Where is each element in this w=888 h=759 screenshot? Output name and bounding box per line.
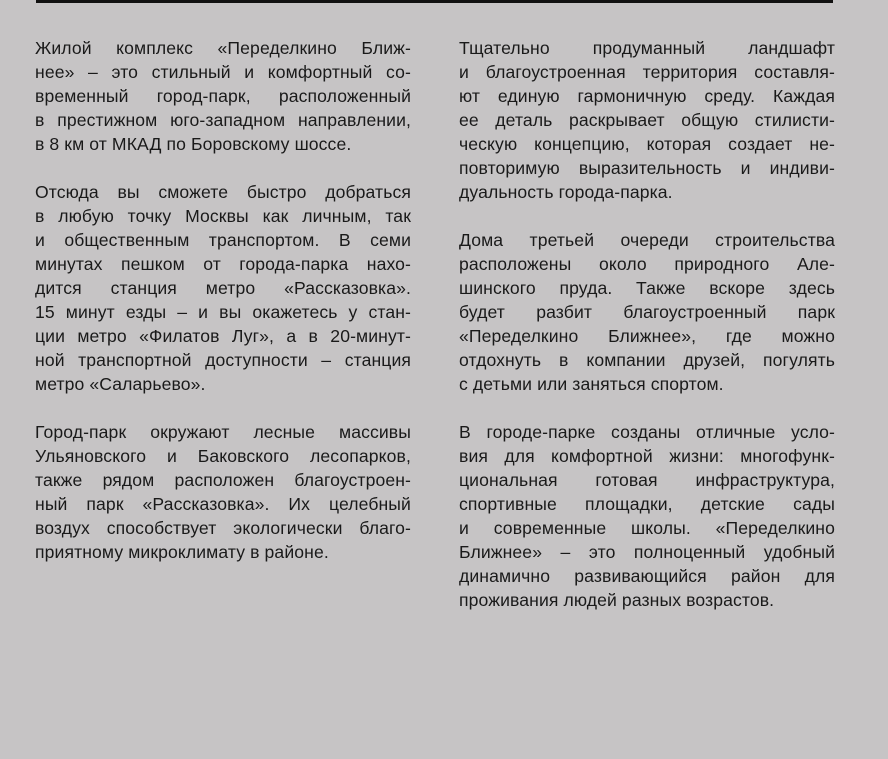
text-line: нее» – это стильный и комфортный со-	[35, 62, 411, 82]
text-line: Ульяновского и Баковского лесопарков,	[35, 446, 411, 466]
text-line: ный парк «Рассказовка». Их целебный	[35, 494, 411, 514]
text-line: «Переделкино Ближнее», где можно	[459, 326, 835, 346]
text-line: вия для комфортной жизни: многофунк-	[459, 446, 835, 466]
text-line: также рядом расположен благоустроен-	[35, 470, 411, 490]
text-line: отдохнуть в компании друзей, погулять	[459, 350, 835, 370]
text-line: ее деталь раскрывает общую стилисти-	[459, 110, 835, 130]
text-line: динамично развивающийся район для	[459, 566, 835, 586]
text-line: приятному микроклимату в районе.	[35, 542, 329, 562]
text-line: и общественным транспортом. В семи	[35, 230, 411, 250]
paragraph-landscape	[459, 36, 835, 204]
text-line: будет разбит благоустроенный парк	[459, 302, 835, 322]
text-line: 15 минут езды – и вы окажетесь у стан-	[35, 302, 411, 322]
text-line: циональная готовая инфраструктура,	[459, 470, 835, 490]
paragraph-infrastructure	[459, 420, 835, 612]
text-line: и благоустроенная территория составля-	[459, 62, 835, 82]
text-line: дится станция метро «Рассказовка».	[35, 278, 411, 298]
text-line: в престижном юго-западном направлении,	[35, 110, 411, 130]
text-line: Жилой комплекс «Переделкино Ближ-	[35, 38, 411, 58]
text-line: Тщательно продуманный ландшафт	[459, 38, 835, 58]
text-line: ют единую гармоничную среду. Каждая	[459, 86, 835, 106]
paragraph-forests	[35, 420, 411, 564]
text-line: метро «Саларьево».	[35, 374, 206, 394]
left-text-column	[35, 36, 411, 588]
text-line: ческую концепцию, которая создает не-	[459, 134, 835, 154]
text-line: В городе-парке созданы отличные усло-	[459, 422, 835, 442]
top-divider	[36, 0, 833, 3]
text-line: ции метро «Филатов Луг», а в 20-минут-	[35, 326, 411, 346]
text-line: минутах пешком от города-парка нахо-	[35, 254, 411, 274]
text-line: с детьми или заняться спортом.	[459, 374, 724, 394]
text-line: ной транспортной доступности – станция	[35, 350, 411, 370]
text-line: Дома третьей очереди строительства	[459, 230, 835, 250]
text-line: и современные школы. «Переделкино	[459, 518, 835, 538]
text-line: Город-парк окружают лесные массивы	[35, 422, 411, 442]
text-line: Ближнее» – это полноценный удобный	[459, 542, 835, 562]
text-line: повторимую выразительность и индиви-	[459, 158, 835, 178]
text-line: спортивные площадки, детские сады	[459, 494, 835, 514]
paragraph-complex-intro	[35, 36, 411, 156]
text-line: дуальность города-парка.	[459, 182, 673, 202]
text-line: воздух способствует экологически благо-	[35, 518, 411, 538]
text-line: проживания людей разных возрастов.	[459, 590, 775, 610]
paragraph-transport	[35, 180, 411, 396]
text-line: Отсюда вы сможете быстро добраться	[35, 182, 411, 202]
text-line: в любую точку Москвы как личным, так	[35, 206, 411, 226]
text-line: в 8 км от МКАД по Боровскому шоссе.	[35, 134, 352, 154]
text-line: временный город-парк, расположенный	[35, 86, 411, 106]
text-line: расположены около природного Але-	[459, 254, 835, 274]
paragraph-third-phase	[459, 228, 835, 396]
right-text-column	[459, 36, 835, 636]
text-line: шинского пруда. Также вскоре здесь	[459, 278, 835, 298]
